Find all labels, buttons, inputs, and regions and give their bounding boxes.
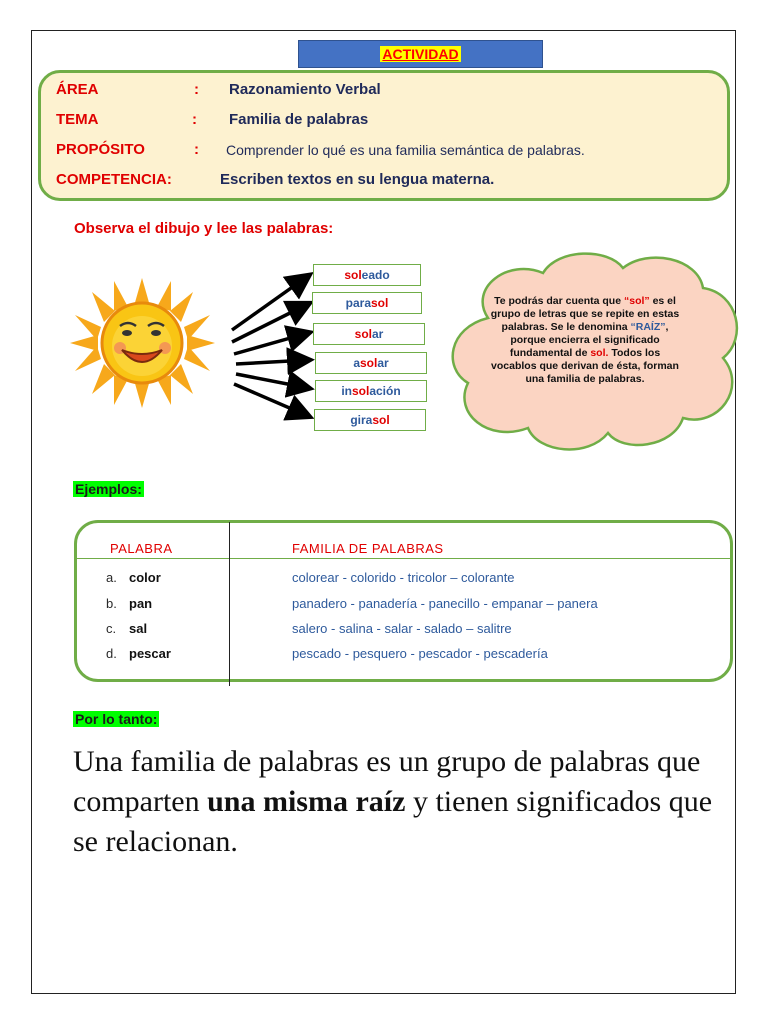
row-family: panadero - panadería - panecillo - empanar – panera [292, 596, 598, 611]
info-key-tema: TEMA [56, 111, 99, 128]
info-key-area: ÁREA [56, 81, 99, 98]
row-family: colorear - colorido - tricolor – colorante [292, 570, 515, 585]
word-insolacion: in sol ación [315, 380, 427, 402]
info-row-area [56, 81, 99, 98]
row-family: pescado - pesquero - pescador - pescadería [292, 646, 548, 661]
word-asolar: a sol ar [315, 352, 427, 374]
info-value-proposito: Comprender lo qué es una familia semántica de palabras. [226, 142, 585, 158]
row-letter: a. [106, 570, 117, 585]
info-row-proposito [56, 141, 145, 158]
row-word: color [129, 570, 161, 585]
examples-label: Ejemplos: [75, 481, 142, 497]
conclusion-text: Una familia de palabras es un grupo de palabras que comparten una misma raíz y tienen significados que se relacionan. [73, 745, 713, 858]
info-key-proposito: PROPÓSITO [56, 141, 145, 158]
arrows-diagram [228, 266, 318, 426]
info-key-competencia: COMPETENCIA: [56, 171, 172, 188]
row-word: sal [129, 621, 148, 636]
info-row-tema [56, 111, 99, 128]
activity-title-box [298, 40, 543, 68]
row-family: salero - salina - salar - salado – salitre [292, 621, 512, 636]
info-value-tema: Familia de palabras [229, 111, 369, 128]
row-letter: b. [106, 596, 117, 611]
activity-title: ACTIVIDAD [382, 46, 459, 62]
row-letter: c. [106, 621, 117, 636]
word-girasol: gira sol [314, 409, 426, 431]
column-header-family: FAMILIA DE PALABRAS [292, 541, 444, 556]
word-soleado: sol eado [313, 264, 421, 286]
conclusion-label: Por lo tanto: [75, 711, 158, 727]
info-colon-area: : [194, 81, 199, 98]
info-value-area: Razonamiento Verbal [229, 81, 381, 98]
info-value-competencia: Escriben textos en su lengua materna. [220, 171, 495, 188]
info-row-competencia [56, 171, 172, 188]
cloud-explanation-text: Te podrás dar cuenta que “sol” es el grupo de letras que se repite en estas palabras. Se le denomina “RAÍZ”, porque encierra el significado fundamental de sol. Todos los vocablos que derivan de ésta, forman una familia de palabras. [490, 295, 680, 385]
info-colon-proposito: : [194, 141, 199, 158]
word-solar: sol ar [313, 323, 425, 345]
row-word: pescar [129, 646, 171, 661]
row-word: pan [129, 596, 153, 611]
observe-instruction: Observa el dibujo y lee las palabras: [74, 220, 334, 237]
smiling-sun-icon [70, 278, 215, 408]
row-letter: d. [106, 646, 117, 661]
info-colon-tema: : [192, 111, 197, 128]
conclusion-bold: una misma raíz [207, 785, 406, 818]
word-parasol: para sol [312, 292, 422, 314]
column-header-word: PALABRA [110, 541, 173, 556]
table-column-divider [229, 522, 230, 686]
table-divider [76, 558, 732, 559]
